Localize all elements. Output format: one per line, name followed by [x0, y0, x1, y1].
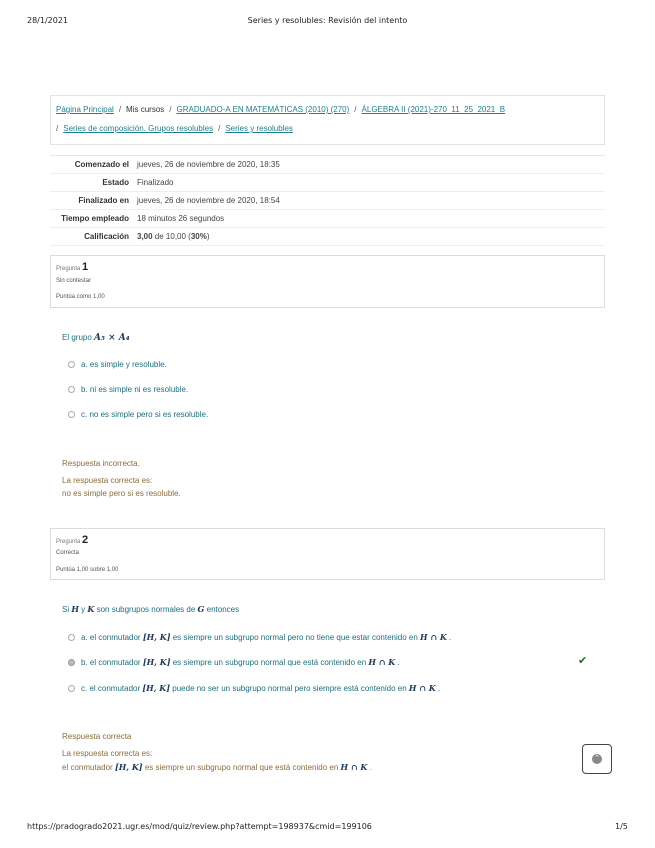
- question-marks: Puntúa como 1,00: [56, 294, 105, 300]
- breadcrumb-my-courses[interactable]: Mis cursos: [126, 105, 165, 114]
- question-number: Pregunta 1: [56, 261, 89, 273]
- summary-row-finished: [50, 192, 605, 210]
- question-1-correct-label: La respuesta correcta es:: [62, 476, 153, 485]
- summary-label: Comenzado el: [74, 160, 129, 169]
- summary-row-state: [50, 174, 605, 192]
- scroll-to-top-button[interactable]: [582, 744, 612, 774]
- summary-value: jueves, 26 de noviembre de 2020, 18:54: [137, 196, 280, 205]
- radio-button[interactable]: [68, 634, 75, 641]
- check-icon: ✔: [578, 655, 588, 667]
- summary-label: Estado: [102, 178, 129, 187]
- breadcrumb-line-1: Página Principal / Mis cursos / GRADUADO-A EN MATEMÁTICAS (2010) (270) / ÁLGEBRA II (2021)-270_11_25_2021_B: [56, 105, 506, 114]
- question-1-correct-answer: no es simple pero si es resoluble.: [62, 489, 181, 498]
- question-2-correct-answer: el conmutador [H, K] es siempre un subgrupo normal que está contenido en H ∩ K .: [62, 762, 372, 772]
- summary-label: Finalizado en: [78, 196, 129, 205]
- radio-button[interactable]: [68, 386, 75, 393]
- question-2-feedback: Respuesta correcta: [62, 732, 132, 741]
- breadcrumb: [50, 95, 605, 145]
- summary-row-time-taken: [50, 210, 605, 228]
- attempt-summary-table: [50, 155, 605, 246]
- question-marks: Puntúa 1,00 sobre 1,00: [56, 567, 119, 573]
- question-1-option-c[interactable]: c. no es simple pero si es resoluble.: [68, 410, 208, 419]
- radio-button[interactable]: [68, 411, 75, 418]
- radio-button-selected[interactable]: [68, 659, 75, 666]
- question-1-option-a[interactable]: a. es simple y resoluble.: [68, 360, 167, 369]
- summary-value: 3,00 de 10,00 (30%): [137, 232, 210, 241]
- question-2-text: Si H y K son subgrupos normales de G entonces: [62, 604, 240, 614]
- summary-row-started: [50, 156, 605, 174]
- question-state: Correcta: [56, 550, 80, 556]
- print-title: Series y resolubles: Revisión del intento: [247, 16, 408, 25]
- breadcrumb-quiz-link[interactable]: Series y resolubles: [225, 124, 293, 133]
- summary-value: Finalizado: [137, 178, 174, 187]
- question-state: Sin contestar: [56, 278, 92, 284]
- question-1-info: [50, 255, 605, 308]
- question-2-correct-label: La respuesta correcta es:: [62, 749, 153, 758]
- print-date: 28/1/2021: [27, 16, 69, 25]
- radio-button[interactable]: [68, 361, 75, 368]
- summary-value: 18 minutos 26 segundos: [137, 214, 225, 223]
- radio-button[interactable]: [68, 685, 75, 692]
- breadcrumb-line-2: / Series de composición. Grupos resolubles / Series y resolubles: [56, 124, 293, 133]
- summary-label: Tiempo empleado: [61, 214, 129, 223]
- breadcrumb-home-link[interactable]: Página Principal: [56, 105, 114, 114]
- question-1-feedback: Respuesta incorrecta.: [62, 459, 140, 468]
- breadcrumb-course-link[interactable]: ÁLGEBRA II (2021)-270_11_25_2021_B: [361, 105, 506, 114]
- math-expression: A₅ × A₄: [94, 333, 130, 343]
- question-2-option-a[interactable]: a. el conmutador [H, K] es siempre un subgrupo normal pero no tiene que estar contenido en H ∩ K .: [68, 632, 451, 642]
- summary-row-grade: [50, 228, 605, 246]
- summary-value: jueves, 26 de noviembre de 2020, 18:35: [137, 160, 280, 169]
- question-1-text: El grupo A₅ × A₄: [62, 333, 130, 343]
- question-1-option-b[interactable]: b. ni es simple ni es resoluble.: [68, 385, 188, 394]
- print-page-number: 1/5: [615, 822, 628, 831]
- print-url: https://pradogrado2021.ugr.es/mod/quiz/review.php?attempt=198937&cmid=199106: [27, 822, 372, 831]
- arrow-up-icon: ⌃: [592, 754, 602, 764]
- question-2-option-c[interactable]: c. el conmutador [H, K] puede no ser un subgrupo normal pero siempre está contenido en H ∩ K .: [68, 683, 440, 693]
- question-number: Pregunta 2: [56, 534, 89, 546]
- question-2-option-b[interactable]: b. el conmutador [H, K] es siempre un subgrupo normal que está contenido en H ∩ K .: [68, 657, 400, 667]
- breadcrumb-course-group-link[interactable]: GRADUADO-A EN MATEMÁTICAS (2010) (270): [176, 105, 350, 114]
- question-2-info: [50, 528, 605, 580]
- summary-label: Calificación: [84, 232, 129, 241]
- breadcrumb-section-link[interactable]: Series de composición. Grupos resolubles: [63, 124, 214, 133]
